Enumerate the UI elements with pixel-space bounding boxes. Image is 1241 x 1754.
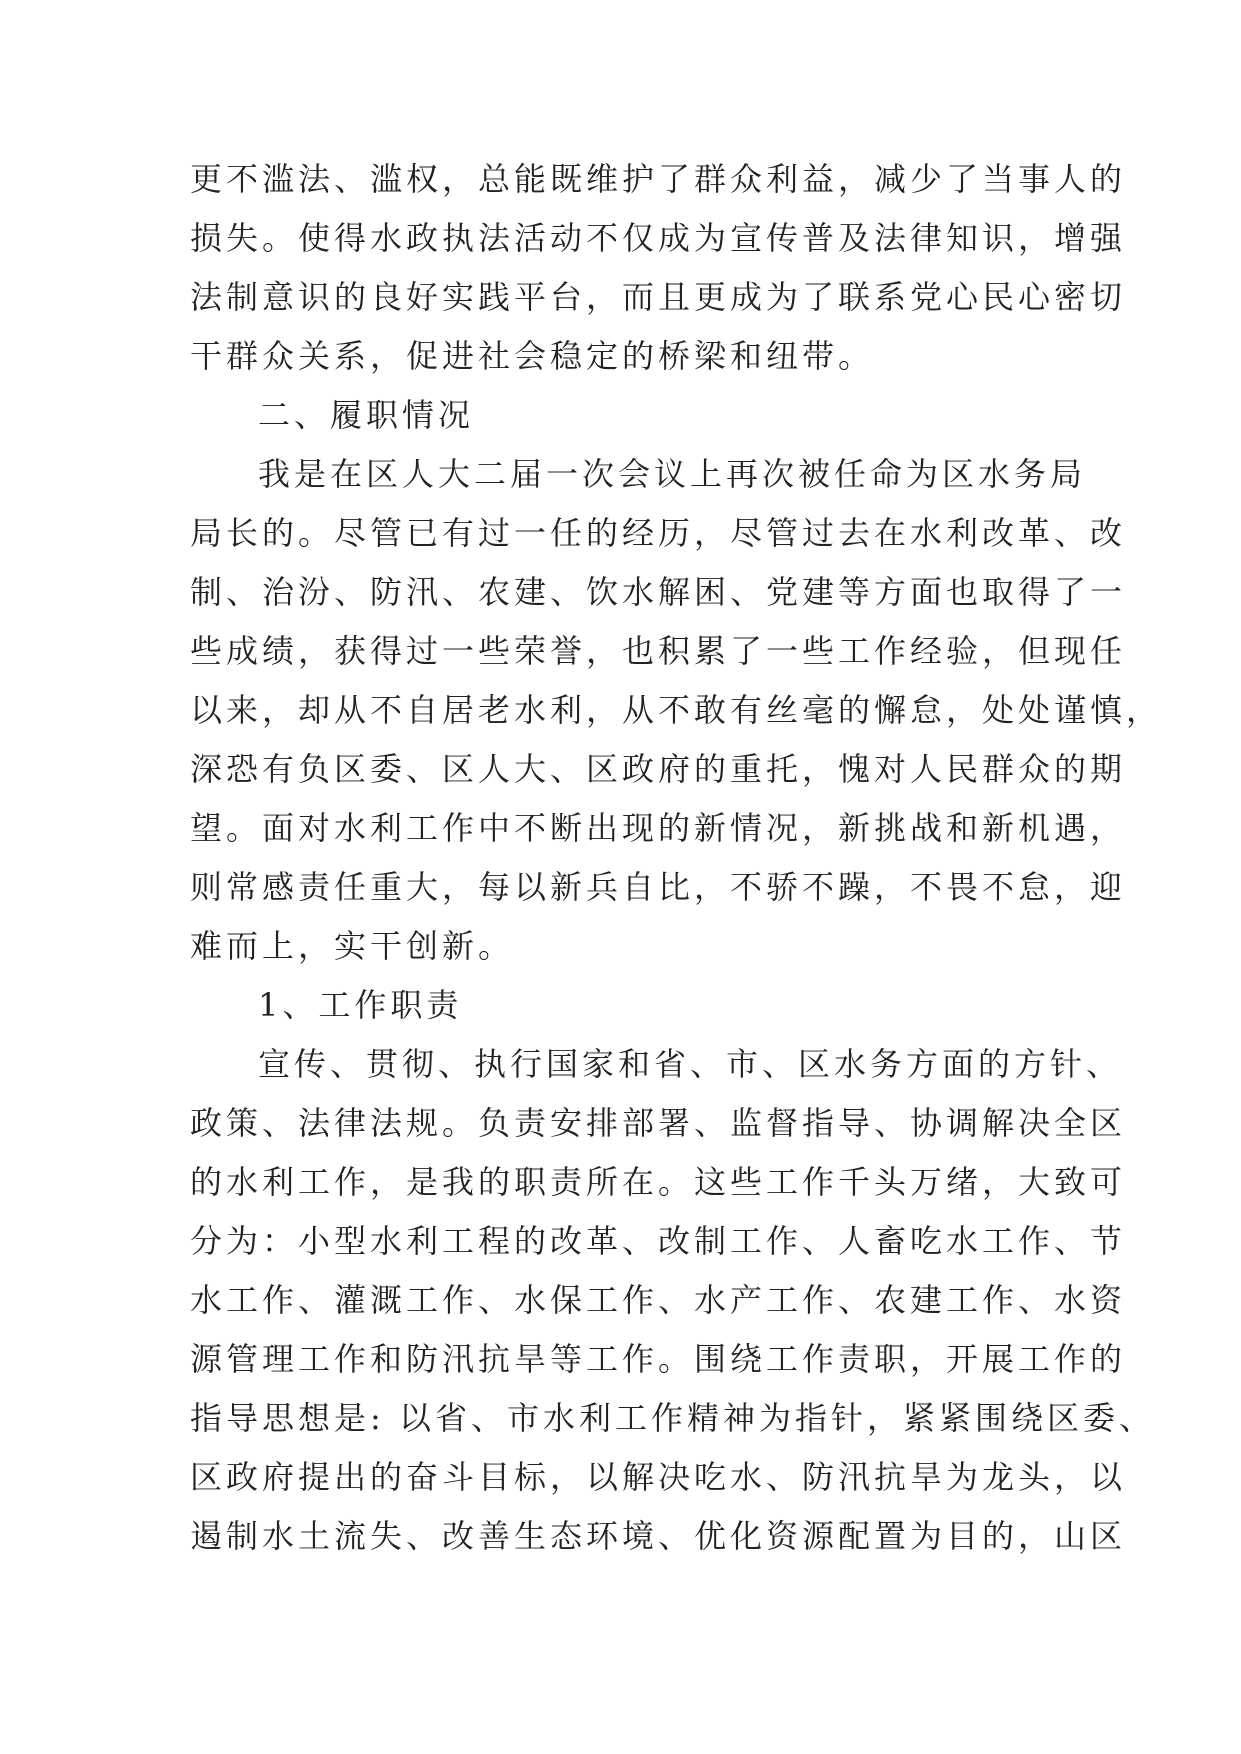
text-line: 我是在区人大二届一次会议上再次被任命为区水务局	[258, 455, 1087, 493]
text-line: 些成绩，获得过一些荣誉，也积累了一些工作经验，但现任	[190, 632, 1127, 670]
text-line: 分为：小型水利工程的改革、改制工作、人畜吃水工作、节	[190, 1222, 1127, 1260]
text-line: 则常感责任重大，每以新兵自比，不骄不躁，不畏不怠，迎	[190, 868, 1127, 906]
text-line: 政策、法律法规。负责安排部署、监督指导、协调解决全区	[190, 1104, 1127, 1142]
text-line: 宣传、贯彻、执行国家和省、市、区水务方面的方针、	[258, 1045, 1123, 1083]
text-line: 区政府提出的奋斗目标，以解决吃水、防汛抗旱为龙头，以	[190, 1458, 1127, 1496]
body-text	[190, 150, 1163, 1566]
text-line: 源管理工作和防汛抗旱等工作。围绕工作责职，开展工作的	[190, 1340, 1127, 1378]
text-line: 损失。使得水政执法活动不仅成为宣传普及法律知识，增强	[190, 219, 1127, 257]
text-line: 水工作、灌溉工作、水保工作、水产工作、农建工作、水资	[190, 1281, 1127, 1319]
text-line: 更不滥法、滥权，总能既维护了群众利益，减少了当事人的	[190, 160, 1127, 198]
text-line: 遏制水土流失、改善生态环境、优化资源配置为目的，山区	[190, 1517, 1127, 1555]
text-line: 法制意识的良好实践平台，而且更成为了联系党心民心密切	[190, 278, 1127, 316]
text-line: 二、履职情况	[258, 396, 475, 434]
text-line: 制、治汾、防汛、农建、饮水解困、党建等方面也取得了一	[190, 573, 1127, 611]
text-line: 难而上，实干创新。	[190, 927, 515, 965]
text-line: 望。面对水利工作中不断出现的新情况，新挑战和新机遇，	[190, 809, 1127, 847]
text-line: 1、工作职责	[258, 986, 463, 1024]
text-line: 深恐有负区委、区人大、区政府的重托，愧对人民群众的期	[190, 750, 1127, 788]
text-line: 指导思想是: 以省、市水利工作精神为指针，紧紧围绕区委、	[190, 1399, 1155, 1437]
text-line: 以来，却从不自居老水利，从不敢有丝毫的懈怠，处处谨慎，	[190, 691, 1163, 729]
text-line: 的水利工作，是我的职责所在。这些工作千头万绪，大致可	[190, 1163, 1127, 1201]
text-line: 局长的。尽管已有过一任的经历，尽管过去在水利改革、改	[190, 514, 1127, 552]
text-line: 干群众关系，促进社会稳定的桥梁和纽带。	[190, 337, 875, 375]
